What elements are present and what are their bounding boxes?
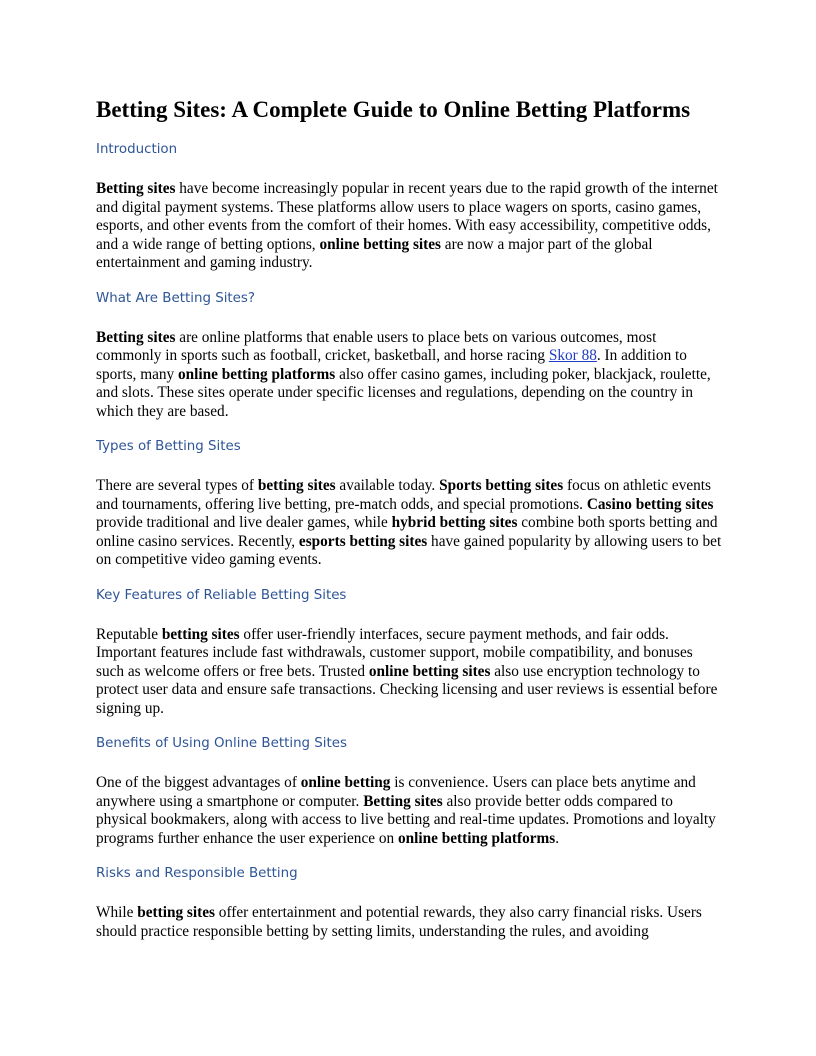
section-heading: Benefits of Using Online Betting Sites (96, 736, 347, 751)
bold-term: Betting sites (363, 792, 443, 810)
section-heading: Types of Betting Sites (96, 439, 241, 454)
text-run: There are several types of (96, 477, 258, 494)
bold-term: Betting sites (96, 180, 176, 197)
text-run: offer user-friendly interfaces, secure payment methods, and fair odds. Important features include fast withdrawals, customer support, mobile compatibility, and bonuses such as welcome offers or free bets. Trusted (96, 625, 693, 680)
text-run: One of the biggest advantages of (96, 774, 301, 791)
text-run: also offer casino games, including poker, blackjack, roulette, and slots. These sites operate under specific licenses and regulations, depending on the country in which they are based. (96, 365, 711, 420)
text-run: offer entertainment and potential rewards, they also carry financial risks. Users should practice responsible betting by setting limits, understanding the rules, and avoiding (96, 904, 702, 940)
text-run: also use encryption technology to protect user data and ensure safe transactions. Checking licensing and user reviews is essential before signing up. (96, 662, 718, 717)
bold-term: Sports betting sites (439, 477, 564, 494)
text-run: also provide better odds compared to physical bookmakers, along with access to live betting and real-time updates. Promotions and loyalty programs further enhance the user experience on (96, 792, 716, 847)
bold-term: online betting sites (368, 662, 491, 680)
section-heading: Key Features of Reliable Betting Sites (96, 587, 347, 603)
section-paragraph (96, 904, 722, 941)
text-run: have become increasingly popular in recent years due to the rapid growth of the internet and digital payment systems. These platforms allow users to place wagers on sports, casino games, esports, and other events from the comfort of their homes. With easy accessibility, competitive odds, and a wide range of betting options, (96, 180, 718, 253)
text-run: are online platforms that enable users to place bets on various outcomes, most commonly in sports such as football, cricket, basketball, and horse racing (96, 328, 657, 364)
document-title: Betting Sites: A Complete Guide to Online Betting Platforms (96, 97, 691, 122)
text-run: focus on athletic events and tournaments, offering live betting, pre-match odds, and special promotions. (96, 477, 711, 513)
section-paragraph (96, 626, 722, 719)
bold-term: online betting platforms (178, 365, 336, 383)
section-paragraph (96, 774, 722, 848)
section-heading: Risks and Responsible Betting (96, 866, 298, 881)
section-paragraph (96, 180, 722, 273)
section-heading: What Are Betting Sites? (96, 290, 255, 306)
text-run: provide traditional and live dealer games, while (96, 514, 392, 531)
text-run: While (96, 904, 138, 921)
section-heading: Introduction (96, 142, 178, 157)
text-run: are now a major part of the global entertainment and gaming industry. (96, 235, 653, 271)
text-run: Reputable (96, 625, 162, 643)
bold-term: betting sites (257, 477, 336, 494)
text-run: . (555, 829, 560, 847)
text-run: available today. (335, 477, 440, 494)
text-run: have gained popularity by allowing users to bet on competitive video gaming events. (96, 532, 722, 568)
section-paragraph (96, 329, 722, 422)
text-run: . In addition to sports, many (96, 347, 687, 383)
inline-link[interactable]: Skor 88 (548, 347, 597, 364)
bold-term: betting sites (161, 625, 240, 643)
bold-term: online betting (300, 774, 391, 791)
document-page (96, 96, 722, 957)
bold-term: Betting sites (96, 328, 176, 346)
bold-term: esports betting sites (298, 532, 428, 550)
bold-term: online betting platforms (397, 829, 556, 847)
section-paragraph (96, 477, 722, 570)
text-run: combine both sports betting and online casino services. Recently, (96, 514, 718, 550)
text-run: is convenience. Users can place bets anytime and anywhere using a smartphone or computer. (96, 774, 696, 810)
bold-term: Casino betting sites (586, 495, 714, 513)
document-body (96, 140, 722, 941)
bold-term: betting sites (137, 904, 215, 921)
bold-term: online betting sites (319, 235, 441, 253)
bold-term: hybrid betting sites (391, 514, 518, 531)
